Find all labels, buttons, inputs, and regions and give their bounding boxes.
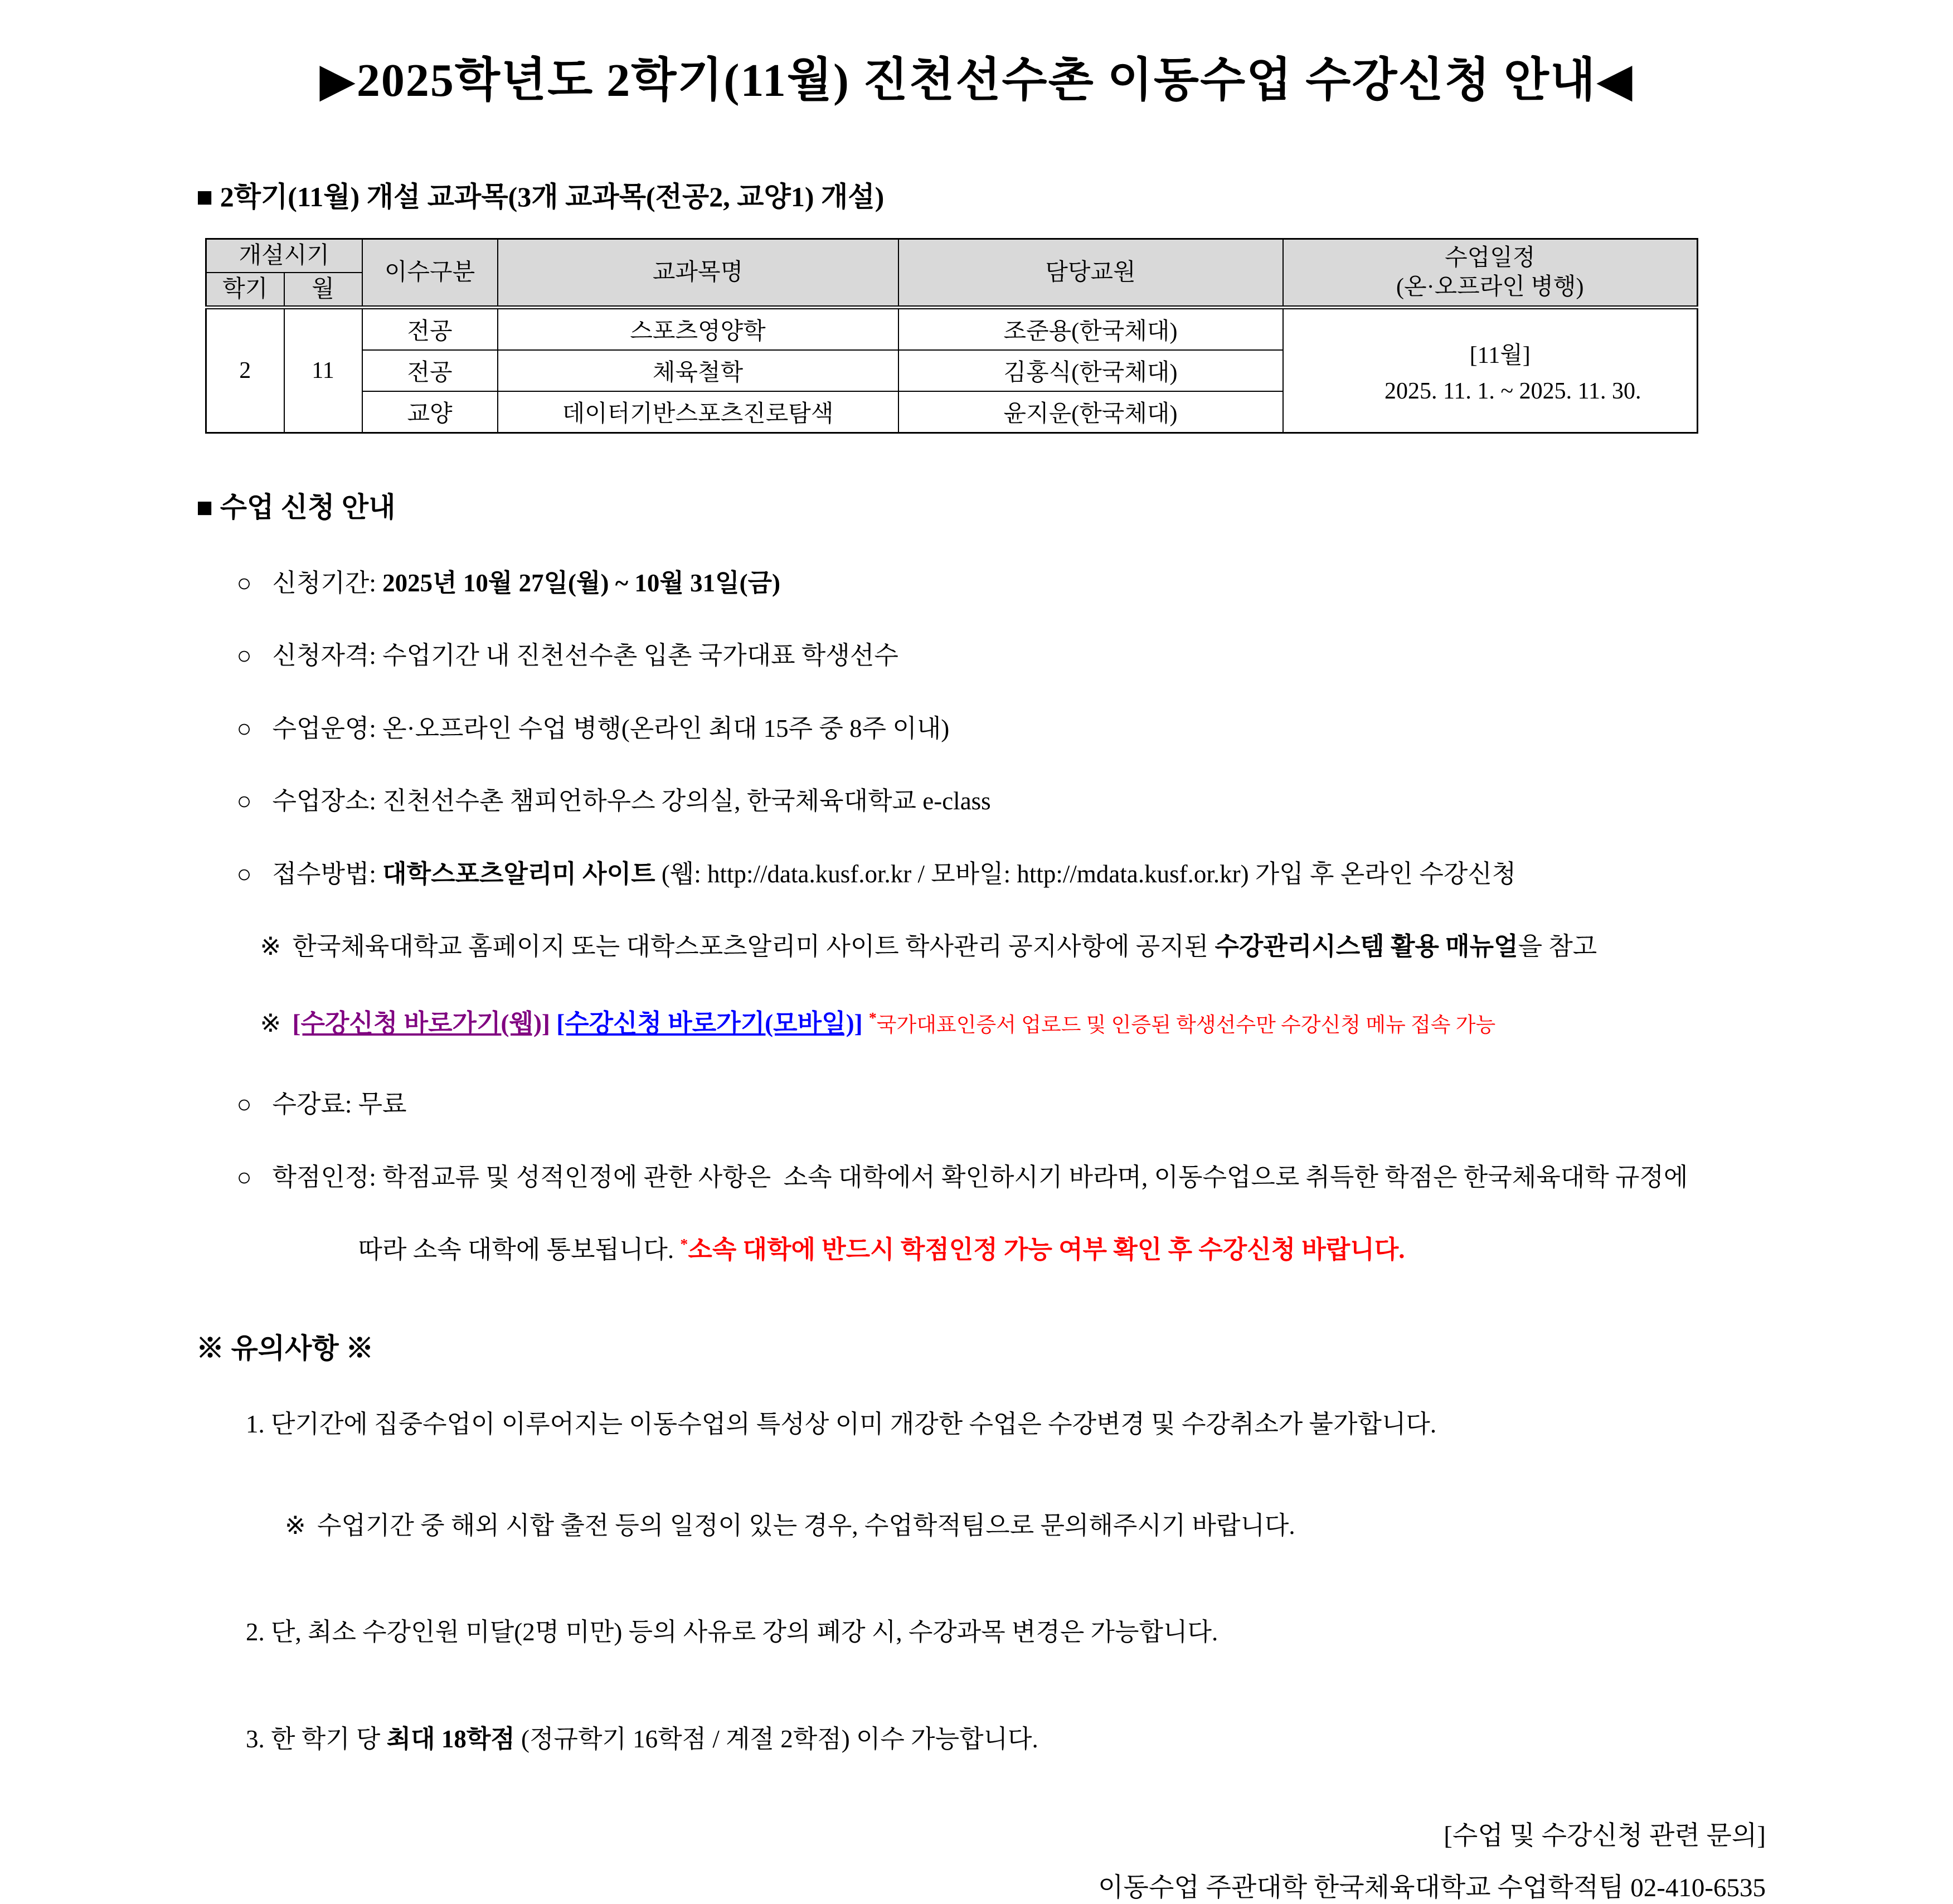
method-label: 접수방법: (272, 859, 383, 888)
shortcut-web-link[interactable]: [수강신청 바로가기(웹)] (292, 1009, 550, 1037)
circle-bullet-icon: ○ (236, 1090, 252, 1119)
course-name: 스포츠영양학 (498, 308, 898, 351)
contact-title: [수업 및 수강신청 관련 문의] (1444, 1822, 1766, 1850)
circle-bullet-icon: ○ (236, 859, 252, 888)
course-name: 데이터기반스포츠진로탐색 (498, 391, 898, 433)
note-item-1 (221, 1381, 1953, 1468)
table-row (206, 308, 1698, 351)
reference-mark-icon: ※ (260, 932, 281, 961)
note-item-1-subnote-text: 수업기간 중 해외 시합 출전 등의 일정이 있는 경우, 수업학적팀으로 문의해주시기 바랍니다. (317, 1512, 1295, 1539)
course-category: 교양 (362, 391, 498, 433)
links-red-note: 국가대표인증서 업로드 및 인증된 학생선수만 수강신청 메뉴 접속 가능 (876, 1013, 1496, 1037)
location-text: 수업장소: 진천선수촌 챔피언하우스 강의실, 한국체육대학교 e-class (272, 787, 991, 815)
section3-heading: ※ 유의사항 ※ (196, 1333, 374, 1364)
note-item-3 (221, 1696, 1953, 1782)
manual-note-pre: 한국체육대학교 홈페이지 또는 대학스포츠알리미 사이트 학사관리 공지사항에 공지된 (292, 932, 1215, 961)
course-table (205, 238, 1698, 434)
reference-mark-icon: ※ (285, 1512, 306, 1539)
note-item-3-pre: 3. 한 학기 당 (246, 1725, 387, 1753)
col-header-course: 교과목명 (498, 239, 898, 308)
credit-red-note: 소속 대학에 반드시 학점인정 가능 여부 확인 후 수강신청 바랍니다. (688, 1236, 1405, 1264)
fee-line (224, 1062, 1953, 1120)
page-title: ▶2025학년도 2학기(11월) 진천선수촌 이동수업 수강신청 안내◀ (319, 55, 1634, 106)
manual-note-line (247, 904, 1953, 962)
col-header-instructor: 담당교원 (898, 239, 1283, 308)
shortcut-mobile-link[interactable]: [수강신청 바로가기(모바일)] (556, 1009, 863, 1037)
note-item-3-bold: 최대 18학점 (386, 1725, 515, 1753)
course-instructor: 윤지운(한국체대) (898, 391, 1283, 433)
course-category: 전공 (362, 308, 498, 351)
col-header-category: 이수구분 (362, 239, 498, 308)
circle-bullet-icon: ○ (236, 569, 252, 597)
method-site-name: 대학스포츠알리미 사이트 (382, 859, 655, 888)
shortcut-links-line (247, 980, 1953, 1038)
apply-period-line (224, 540, 1953, 598)
course-instructor: 김홍식(한국체대) (898, 350, 1283, 391)
circle-bullet-icon: ○ (236, 714, 252, 742)
section1-heading: ■ 2학기(11월) 개설 교과목(3개 교과목(전공2, 교양1) 개설) (196, 181, 885, 212)
apply-period-label: 신청기간: (272, 569, 383, 597)
method-line (224, 831, 1953, 889)
col-header-month: 월 (284, 273, 362, 308)
note-item-2 (221, 1590, 1953, 1676)
note-item-1-text: 1. 단기간에 집중수업이 이루어지는 이동수업의 특성상 이미 개강한 수업은 수강변경 및 수강취소가 불가합니다. (246, 1410, 1437, 1438)
circle-bullet-icon: ○ (236, 787, 252, 815)
course-instructor: 조준용(한국체대) (898, 308, 1283, 351)
note-item-2-text: 2. 단, 최소 수강인원 미달(2명 미만) 등의 사유로 강의 폐강 시, 수강과목 변경은 가능합니다. (246, 1618, 1218, 1646)
footnote-star: * (680, 1236, 688, 1254)
col-header-schedule (1283, 239, 1698, 308)
eligibility-text: 신청자격: 수업기간 내 진천선수촌 입촌 국가대표 학생선수 (272, 642, 898, 670)
schedule-dates: 2025. 11. 1. ~ 2025. 11. 30. (1384, 378, 1641, 404)
manual-note-bold: 수강관리시스템 활용 매뉴얼 (1214, 932, 1518, 961)
operation-line (224, 686, 1953, 744)
circle-bullet-icon: ○ (236, 1163, 252, 1191)
credit-line-continued (346, 1207, 1953, 1265)
circle-bullet-icon: ○ (236, 642, 252, 670)
schedule-header-line2: (온·오프라인 병행) (1396, 274, 1584, 300)
method-rest: (웹: http://data.kusf.or.kr / 모바일: http://mdata.kusf.or.kr) 가입 후 온라인 수강신청 (655, 859, 1517, 888)
apply-period-value: 2025년 10월 27일(월) ~ 10월 31일(금) (382, 569, 781, 597)
fee-text: 수강료: 무료 (272, 1090, 407, 1119)
operation-text: 수업운영: 온·오프라인 수업 병행(온라인 최대 15주 중 8주 이내) (272, 714, 950, 742)
note-item-1-subnote (260, 1483, 1953, 1569)
credit-text-line1: 학점인정: 학점교류 및 성적인정에 관한 사항은 소속 대학에서 확인하시기 바라며, 이동수업으로 취득한 학점은 한국체육대학 규정에 (272, 1163, 1688, 1191)
note-item-3-post: (정규학기 16학점 / 계절 2학점) 이수 가능합니다. (514, 1725, 1038, 1753)
credit-text-line2: 따라 소속 대학에 통보됩니다. (358, 1236, 681, 1264)
section2-heading: ■ 수업 신청 안내 (196, 492, 396, 523)
col-header-open-period: 개설시기 (206, 239, 362, 273)
reference-mark-icon: ※ (260, 1009, 281, 1037)
link-spacer (550, 1009, 556, 1037)
schedule-month: [11월] (1469, 343, 1531, 368)
course-name: 체육철학 (498, 350, 898, 391)
eligibility-line (224, 613, 1953, 671)
notes-section (0, 1381, 1953, 1782)
contact-info: 이동수업 주관대학 한국체육대학교 수업학적팀 02-410-6535 (1098, 1873, 1766, 1902)
location-line (224, 759, 1953, 817)
link-spacer (863, 1009, 869, 1037)
course-category: 전공 (362, 350, 498, 391)
manual-note-post: 을 참고 (1518, 932, 1597, 961)
credit-line (224, 1134, 1953, 1192)
col-header-semester: 학기 (206, 273, 284, 308)
schedule-header-line1: 수업일정 (1445, 245, 1536, 271)
footnote-star: * (868, 1009, 877, 1027)
schedule-cell (1283, 308, 1698, 433)
month-value: 11 (284, 308, 362, 433)
semester-value: 2 (206, 308, 284, 433)
